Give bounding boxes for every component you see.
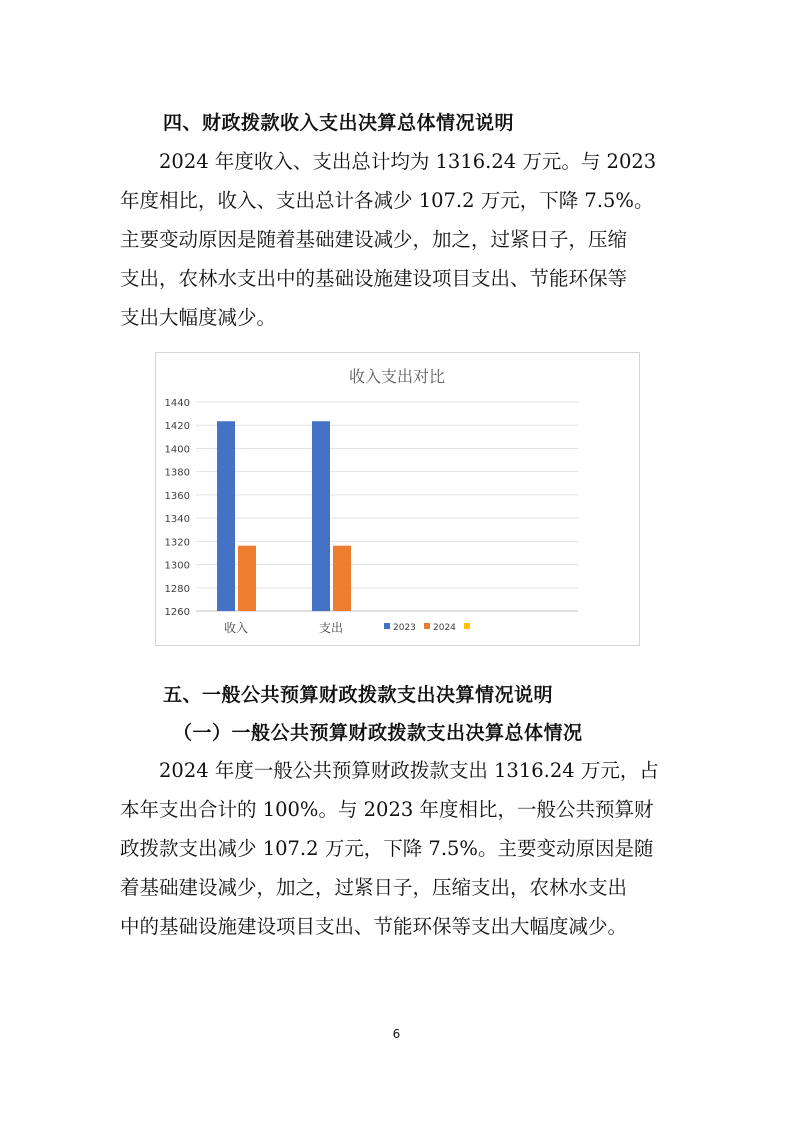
bar-2024-0 [238,546,256,611]
section5-heading: 五、一般公共预算财政拨款支出决算情况说明 [163,684,554,706]
y-tick-label: 1320 [164,537,190,549]
section4-paragraph [120,142,680,337]
paragraph-line: 2024 年度收入、支出总计均为 1316.24 万元。与 2023 [159,150,657,173]
section5-paragraph [120,751,680,946]
y-tick-label: 1260 [164,607,190,618]
paragraph-line: 中的基础设施建设项目支出、节能环保等支出大幅度减少。 [120,915,628,938]
legend-label: 2024 [433,623,456,633]
section4-heading: 四、财政拨款收入支出决算总体情况说明 [163,112,515,134]
bar-2023-1 [312,421,330,611]
income-expense-chart [155,352,640,646]
paragraph-line: 支出，农林水支出中的基础设施建设项目支出、节能环保等 [120,267,628,290]
x-category-label: 支出 [318,621,344,635]
y-tick-label: 1340 [164,514,190,526]
y-tick-label: 1440 [164,398,190,409]
paragraph-line: 年度相比，收入、支出总计各减少 107.2 万元，下降 7.5%。 [120,189,654,212]
paragraph-line: 主要变动原因是随着基础建设减少，加之，过紧日子，压缩 [120,228,628,251]
legend-swatch [464,623,470,629]
paragraph-line: 2024 年度一般公共预算财政拨款支出 1316.24 万元，占 [159,759,659,782]
bar-2023-0 [217,421,235,611]
section5-subheading: （一）一般公共预算财政拨款支出决算总体情况 [173,722,583,744]
chart-title: 收入支出对比 [348,367,446,386]
paragraph-line: 支出大幅度减少。 [120,306,277,329]
legend-label: 2023 [393,623,416,633]
bar-2024-1 [333,546,351,611]
y-tick-label: 1420 [164,421,190,433]
paragraph-line: 政拨款支出减少 107.2 万元，下降 7.5%。主要变动原因是随 [120,837,654,860]
y-tick-label: 1280 [164,583,190,595]
y-tick-label: 1380 [164,467,190,479]
y-tick-label: 1300 [164,560,190,572]
page-number: 6 [392,1027,401,1041]
chart-svg [156,353,639,645]
x-category-label: 收入 [223,621,249,635]
legend-swatch [424,623,430,629]
paragraph-line: 本年支出合计的 100%。与 2023 年度相比，一般公共预算财 [120,798,654,821]
y-tick-label: 1360 [164,490,190,502]
legend-swatch [384,623,390,629]
paragraph-line: 着基础建设减少，加之，过紧日子，压缩支出，农林水支出 [120,876,628,899]
y-tick-label: 1400 [164,444,190,456]
